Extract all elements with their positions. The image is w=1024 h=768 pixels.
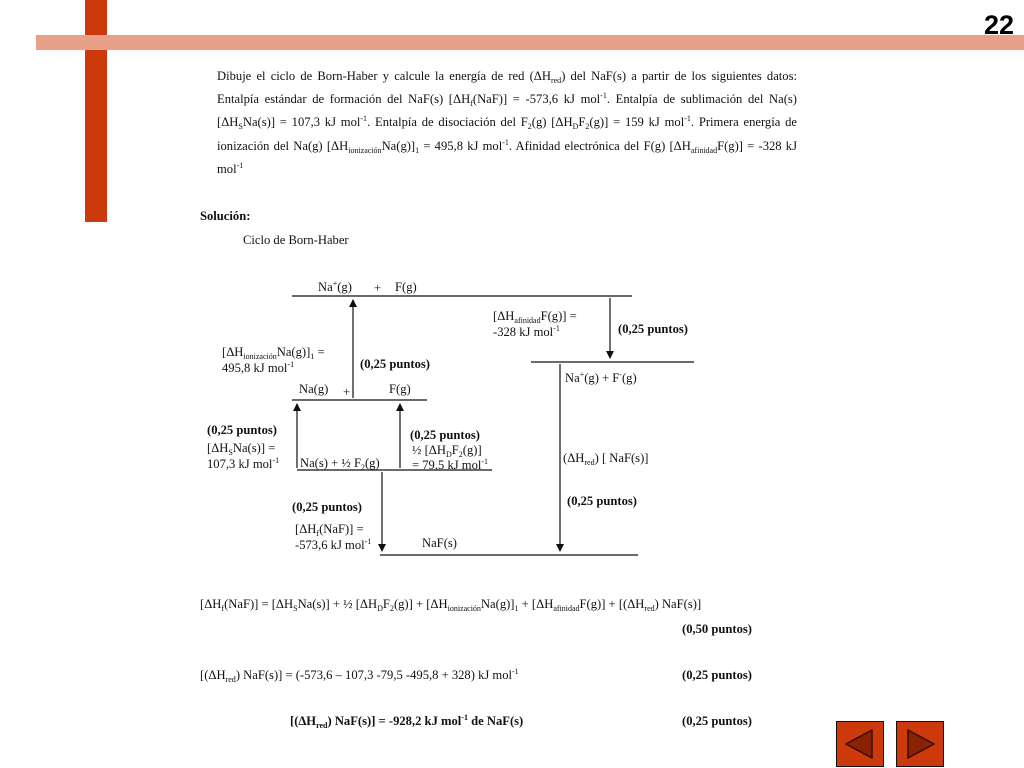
points-dissociation: (0,25 puntos)	[410, 428, 480, 442]
points-ionization: (0,25 puntos)	[360, 357, 430, 371]
label-ion-pair: Na+(g) + F-(g)	[565, 370, 637, 385]
equation-calculation: $[(\Delta H_{red}) NaF(s)] = (-573,6 - 107,3$ -79,5 -495,8 + 328) kJ mol$^{-1}$	[200, 667, 519, 684]
label-ionization: $[\Delta H_{ionización}Na(g)]_1$ =	[222, 345, 325, 361]
label-ionization-value: 495,8 kJ mol$^{-1}$	[222, 360, 295, 375]
label-top-na: Na+(g)	[318, 279, 352, 294]
points-equation-2: (0,25 puntos)	[682, 668, 752, 682]
slide-number: 22	[983, 10, 1014, 40]
next-slide-button[interactable]	[896, 721, 944, 767]
label-dissociation: ½ $[\Delta H_DF_2(g)]$	[412, 443, 482, 459]
label-gas-f: F(g)	[389, 382, 411, 396]
label-affinity: $[\Delta H_{afinidad}F(g)]$ =	[493, 309, 577, 325]
label-lattice: $(\Delta H_{red})$ [ NaF(s)]	[563, 451, 649, 467]
label-gas-plus: +	[343, 385, 351, 399]
solution-label: Solución:	[200, 209, 251, 223]
equation-result: $[(\Delta H_{red}) NaF(s)] = -928,2$ kJ mol$^{-1}$ de NaF(s)	[290, 713, 524, 730]
label-sublimation: $[\Delta H_SNa(s)]$ =	[207, 441, 276, 457]
problem-statement: Dibuje el ciclo de Born-Haber y calcule la energía de red $(\Delta H_{red})$ del NaF(s) a partir de los siguientes datos: Entalpía estándar de formación del NaF(s) $[\Delta H_f(NaF)] = -573,6$ kJ mol$^{-1}$. Entalpía de sublimación del Na(s) $[\Delta H_SNa(s)] = 107,3$ kJ mol$^{-1}$. Entalpía de disociación del $F_2(g) [\Delta H_DF_2(g)] = 159$ kJ mol$^{-1}$. Primera energía de ionización del Na(g) $[\Delta H_{ionización}Na(g)]_1 = 495,8$ kJ mol$^{-1}$. Afinidad electrónica del F(g) $[\Delta H_{afinidad}F(g)] = -328$ kJ mol$^{-1}$	[217, 69, 797, 176]
label-top-plus: +	[374, 281, 382, 295]
label-formation: $[\Delta H_f(NaF)]$ =	[295, 522, 364, 538]
label-naf: NaF(s)	[422, 536, 457, 550]
triangle-right-icon	[897, 722, 943, 766]
triangle-left-icon	[837, 722, 883, 766]
points-equation-1: (0,50 puntos)	[682, 622, 752, 636]
label-gas-na: Na(g)	[299, 382, 329, 396]
points-lattice: (0,25 puntos)	[567, 494, 637, 508]
label-formation-value: -573,6 kJ mol$^{-1}$	[295, 537, 372, 552]
previous-slide-button[interactable]	[836, 721, 884, 767]
label-top-fg: F(g)	[395, 280, 417, 294]
label-sublimation-value: 107,3 kJ mol$^{-1}$	[207, 456, 280, 471]
label-dissociation-value: = 79,5 kJ mol$^{-1}$	[412, 457, 489, 472]
points-sublimation: (0,25 puntos)	[207, 423, 277, 437]
points-equation-3: (0,25 puntos)	[682, 714, 752, 728]
points-formation: (0,25 puntos)	[292, 500, 362, 514]
label-affinity-value: -328 kJ mol$^{-1}$	[493, 324, 560, 339]
label-elements: Na(s) + ½ $F_2(g)$	[300, 456, 380, 472]
equation-hess: $[\Delta H_f(NaF)] = [\Delta H_SNa(s)]$ + ½ $[\Delta H_DF_2(g)] + [\Delta H_{ionización}Na(g)]_1 + [\Delta H_{afinidad}F(g)] + [(\Delta H_{red})$ NaF(s)]	[200, 597, 702, 613]
points-affinity: (0,25 puntos)	[618, 322, 688, 336]
cycle-title: Ciclo de Born-Haber	[243, 233, 349, 247]
